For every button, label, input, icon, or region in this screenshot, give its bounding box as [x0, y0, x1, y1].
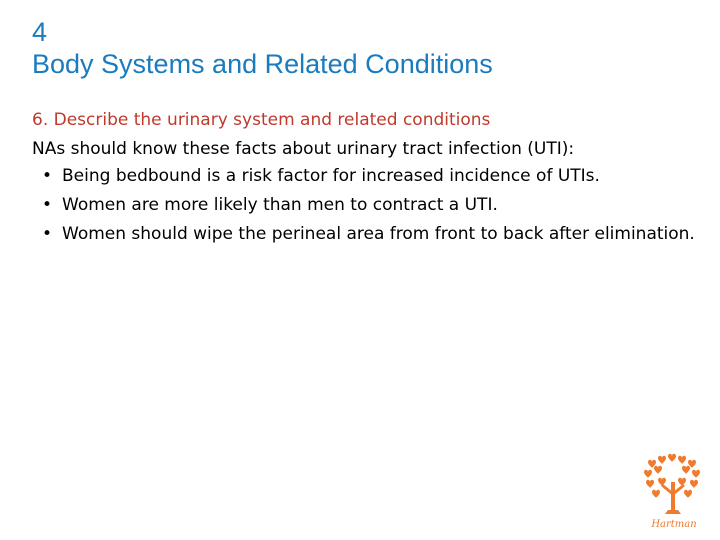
- chapter-number: 4: [32, 17, 48, 47]
- bullet-list: [32, 164, 712, 246]
- bullet-icon: •: [42, 224, 53, 244]
- slide-body: [32, 106, 712, 251]
- bullet-text: Women should wipe the perineal area from front to back after elimination.: [62, 224, 695, 244]
- bullet-text: Being bedbound is a risk factor for increased incidence of UTIs.: [62, 166, 600, 186]
- logo-wordmark: Hartman: [651, 519, 697, 530]
- list-item: [32, 193, 712, 217]
- tree-heart-icon: [644, 454, 700, 514]
- bullet-icon: •: [42, 195, 53, 215]
- hartman-logo: [634, 452, 714, 532]
- list-item: [32, 222, 712, 246]
- chapter-title: Body Systems and Related Conditions: [32, 49, 493, 79]
- slide-title: [32, 16, 493, 80]
- learning-objective: 6. Describe the urinary system and related conditions: [32, 110, 491, 130]
- list-item: [32, 164, 712, 188]
- intro-text: NAs should know these facts about urinary tract infection (UTI):: [32, 139, 575, 159]
- bullet-icon: •: [42, 166, 53, 186]
- bullet-text: Women are more likely than men to contract a UTI.: [62, 195, 498, 215]
